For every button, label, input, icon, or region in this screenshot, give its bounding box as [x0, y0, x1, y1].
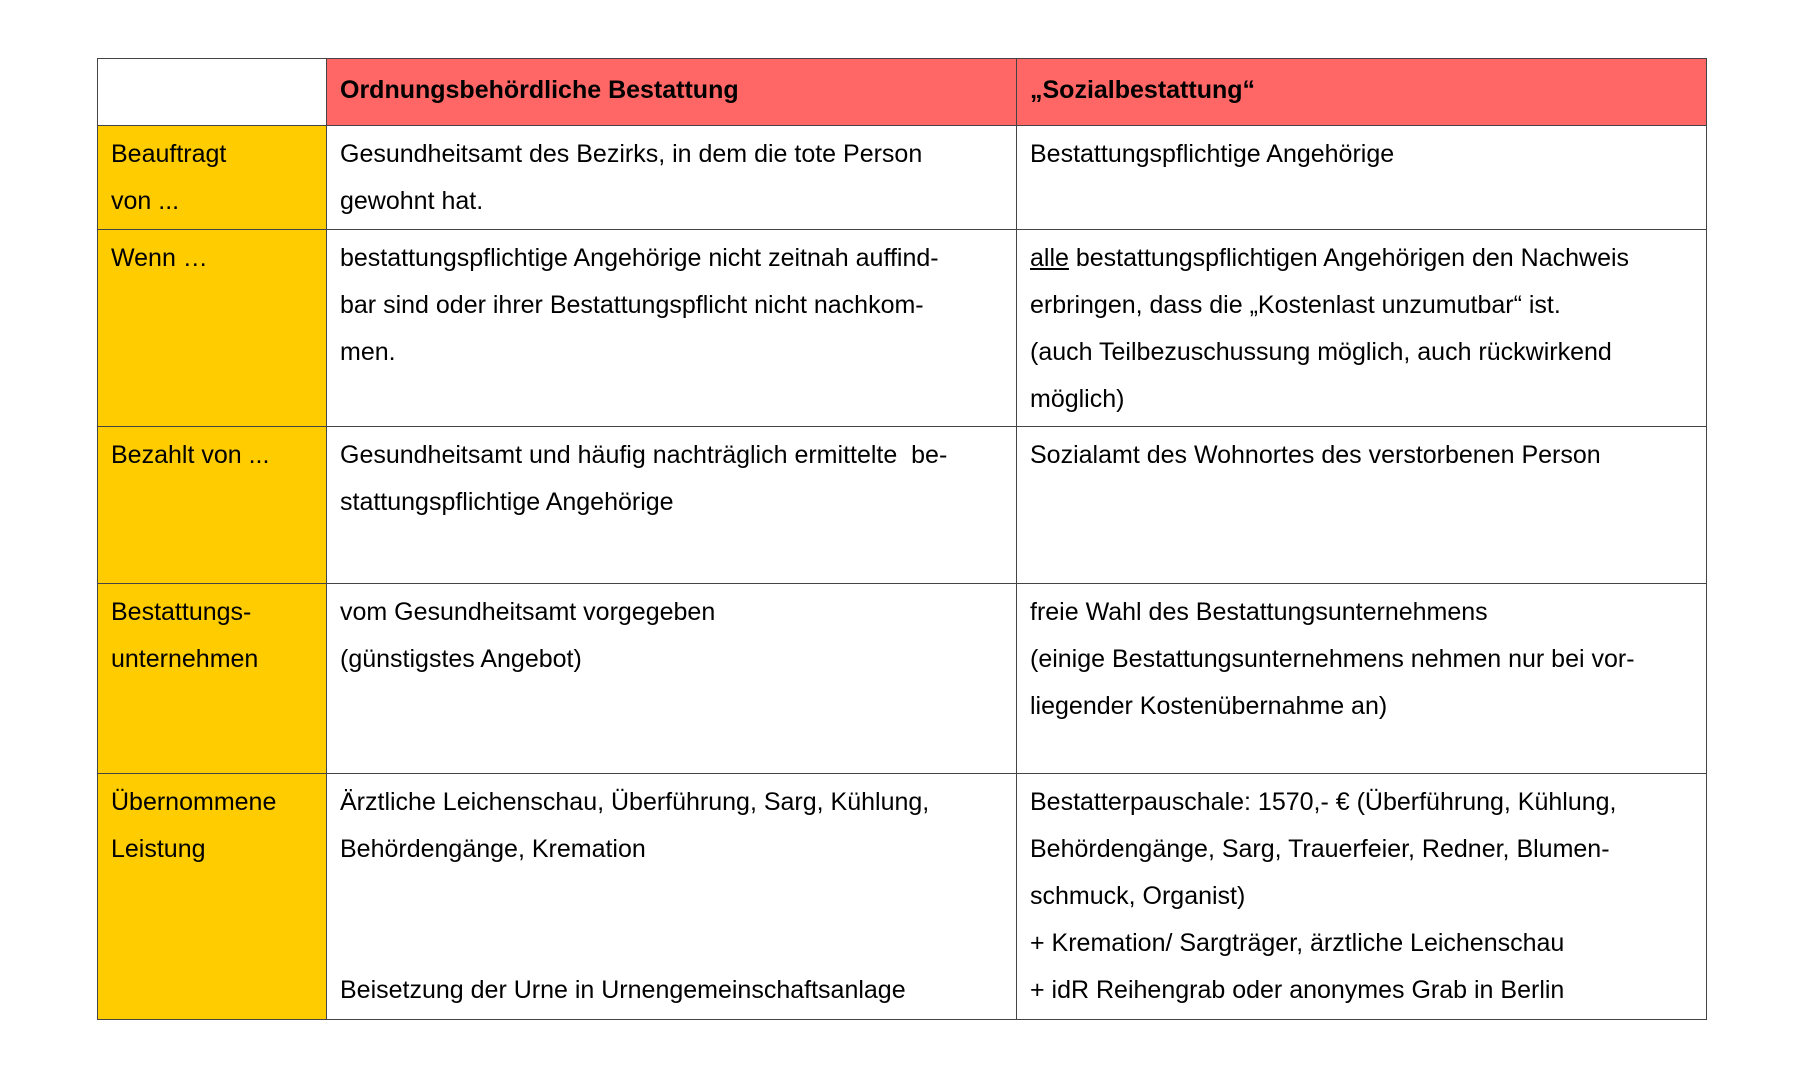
- header-sozialbestattung-text: „Sozialbestattung“: [1030, 76, 1256, 104]
- cell-line: freie Wahl des Bestattungsunternehmens: [1030, 598, 1488, 626]
- row-label-line: Bezahlt von ...: [111, 441, 270, 469]
- table-row-bestattungsunternehmen: [98, 584, 1707, 774]
- row-label-line: Bestattungs-: [111, 598, 252, 626]
- row-label-line: Übernommene: [111, 788, 277, 816]
- cell-line: vom Gesundheitsamt vorgegeben: [340, 598, 716, 626]
- cell-line: (auch Teilbezuschussung möglich, auch rückwirkend: [1030, 338, 1612, 366]
- ordnungsbehoerdlich-cell: [327, 584, 1017, 774]
- header-row: [98, 59, 1707, 126]
- row-label-cell: [98, 230, 327, 427]
- cell-line: gewohnt hat.: [340, 187, 484, 215]
- cell-line: [1030, 235, 1693, 282]
- cell-line: Ärztliche Leichenschau, Überführung, Sarg, Kühlung,: [340, 788, 930, 816]
- cell-line: + idR Reihengrab oder anonymes Grab in Berlin: [1030, 976, 1565, 1004]
- table-row-beauftragt: [98, 126, 1707, 230]
- cell-line: Behördengänge, Sarg, Trauerfeier, Redner, Blumen-: [1030, 835, 1610, 863]
- header-ordnungsbehoerdlich: [327, 59, 1017, 126]
- blank-line: [340, 873, 1003, 920]
- row-label-line: Leistung: [111, 835, 206, 863]
- ordnungsbehoerdlich-cell: [327, 126, 1017, 230]
- cell-line: Gesundheitsamt und häufig nachträglich ermittelte be-: [340, 441, 948, 469]
- row-label-cell: [98, 584, 327, 774]
- cell-line: stattungspflichtige Angehörige: [340, 488, 674, 516]
- cell-line: erbringen, dass die „Kostenlast unzumutbar“ ist.: [1030, 291, 1561, 319]
- cell-line: men.: [340, 338, 396, 366]
- cell-line: Behördengänge, Kremation: [340, 835, 646, 863]
- cell-line: Bestattungspflichtige Angehörige: [1030, 140, 1395, 168]
- header-sozialbestattung: [1017, 59, 1707, 126]
- row-label-cell: [98, 126, 327, 230]
- cell-line: bestattungspflichtige Angehörige nicht zeitnah auffind-: [340, 244, 939, 272]
- table-row-bezahlt: [98, 427, 1707, 584]
- cell-line: (einige Bestattungsunternehmens nehmen nur bei vor-: [1030, 645, 1635, 673]
- sozial-cell: [1017, 427, 1707, 584]
- cell-line: liegender Kostenübernahme an): [1030, 692, 1388, 720]
- row-label-line: von ...: [111, 187, 180, 215]
- sozial-cell: [1017, 584, 1707, 774]
- cell-line: Bestatterpauschale: 1570,- € (Überführung, Kühlung,: [1030, 788, 1617, 816]
- table-row-wenn: [98, 230, 1707, 427]
- cell-line-rest: bestattungspflichtigen Angehörigen den Nachweis: [1068, 244, 1630, 272]
- header-ordnungsbehoerdlich-text: Ordnungsbehördliche Bestattung: [340, 76, 739, 104]
- cell-line: bar sind oder ihrer Bestattungspflicht nicht nachkom-: [340, 291, 924, 319]
- ordnungsbehoerdlich-cell: [327, 774, 1017, 1020]
- cell-line: schmuck, Organist): [1030, 882, 1246, 910]
- cell-line: + Kremation/ Sargträger, ärztliche Leichenschau: [1030, 929, 1565, 957]
- cell-line: möglich): [1030, 385, 1125, 413]
- cell-line: Sozialamt des Wohnortes des verstorbenen Person: [1030, 441, 1601, 469]
- cell-line: Gesundheitsamt des Bezirks, in dem die tote Person: [340, 140, 923, 168]
- sozial-cell: [1017, 230, 1707, 427]
- row-label-cell: [98, 427, 327, 584]
- cell-line: (günstigstes Angebot): [340, 645, 582, 673]
- row-label-cell: [98, 774, 327, 1020]
- header-corner-cell: [98, 59, 327, 126]
- sozial-cell: [1017, 774, 1707, 1020]
- row-label-line: Wenn …: [111, 244, 208, 272]
- underlined-word: alle: [1030, 244, 1069, 272]
- ordnungsbehoerdlich-cell: [327, 427, 1017, 584]
- blank-line: [340, 920, 1003, 967]
- cell-line: Beisetzung der Urne in Urnengemeinschaftsanlage: [340, 976, 906, 1004]
- comparison-table: [97, 58, 1707, 1020]
- sozial-cell: [1017, 126, 1707, 230]
- row-label-line: Beauftragt: [111, 140, 227, 168]
- ordnungsbehoerdlich-cell: [327, 230, 1017, 427]
- table-row-leistung: [98, 774, 1707, 1020]
- row-label-line: unternehmen: [111, 645, 259, 673]
